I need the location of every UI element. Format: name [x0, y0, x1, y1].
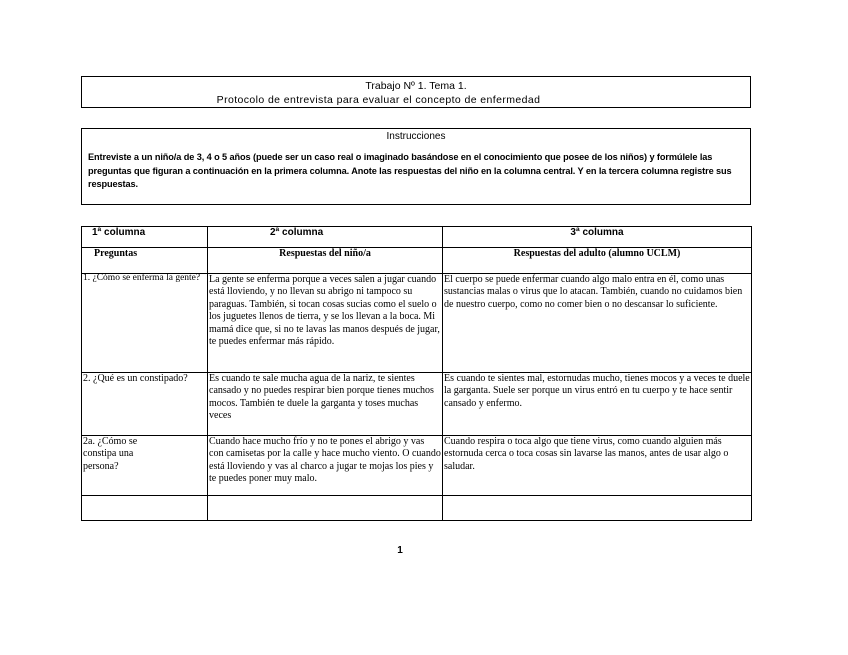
child-answer-cell: La gente se enferma porque a veces salen a jugar cuando está lloviendo, y no llevan su abrigo ni tampoco su paraguas. También, si tocan cosas sucias como el suelo o los juguetes llenos de tierra, y se los llevan a la boca. Mi mamá dice que, si no te lavas las manos después de jugar, te puedes enfermar más rápido. — [208, 274, 443, 373]
adult-answer-cell: El cuerpo se puede enfermar cuando algo malo entra en él, como unas sustancias malas o virus que lo atacan. También, cuando no cuidamos bien de nuestro cuerpo, como no comer bien o no descansar lo suficiente. — [443, 274, 752, 373]
title-box — [81, 76, 751, 108]
empty-cell — [443, 496, 752, 521]
document-subtitle: Protocolo de entrevista para evaluar el concepto de enfermedad — [216, 94, 541, 106]
column-header-child: Respuestas del niño/a — [208, 248, 443, 274]
question-cell: 1. ¿Cómo se enferma la gente? — [82, 274, 208, 373]
empty-table-row — [82, 496, 752, 521]
interview-table — [81, 226, 752, 521]
question-cell: 2. ¿Qué es un constipado? — [82, 373, 208, 436]
instructions-heading: Instrucciones — [386, 131, 446, 142]
column-number-row — [82, 227, 752, 248]
document-title: Trabajo Nº 1. Tema 1. — [365, 80, 467, 92]
page-number: 1 — [397, 545, 403, 556]
instructions-box — [81, 128, 751, 205]
instructions-text: Entreviste a un niño/a de 3, 4 o 5 años (puede ser un caso real o imaginado basándose en el conocimiento que posee de los niños) y formúlele las preguntas que figuran a continuación en la primera columna. Anote las respuestas del niño en la columna central. Y en la tercera columna registre sus respuestas. — [88, 152, 732, 189]
column-header-adult: Respuestas del adulto (alumno UCLM) — [443, 248, 752, 274]
column-number-3: 3ª columna — [443, 227, 752, 248]
empty-cell — [208, 496, 443, 521]
child-answer-cell: Cuando hace mucho frío y no te pones el abrigo y vas con camisetas por la calle y hace mucho viento. O cuando está lloviendo y vas al charco a jugar te mojas los pies y te puedes poner muy malo. — [208, 436, 443, 496]
adult-answer-cell: Cuando respira o toca algo que tiene virus, como cuando alguien más estornuda cerca o toca cosas sin lavarse las manos, antes de usar algo o saludar. — [443, 436, 752, 496]
question-cell: 2a. ¿Cómo se constipa una persona? — [82, 436, 208, 496]
adult-answer-cell: Es cuando te sientes mal, estornudas mucho, tienes mocos y a veces te duele la garganta. Suele ser porque un virus entró en tu cuerpo y te hace sentir cansado y enfermo. — [443, 373, 752, 436]
column-number-2: 2ª columna — [208, 227, 443, 248]
column-number-1: 1ª columna — [82, 227, 208, 248]
column-header-row — [82, 248, 752, 274]
child-answer-cell: Es cuando te sale mucha agua de la nariz, te sientes cansado y no puedes respirar bien porque tienes muchos mocos. También te duele la garganta y toses muchas veces — [208, 373, 443, 436]
column-header-questions: Preguntas — [82, 248, 208, 274]
empty-cell — [82, 496, 208, 521]
table-row — [82, 373, 752, 436]
table-row — [82, 274, 752, 373]
table-row — [82, 436, 752, 496]
